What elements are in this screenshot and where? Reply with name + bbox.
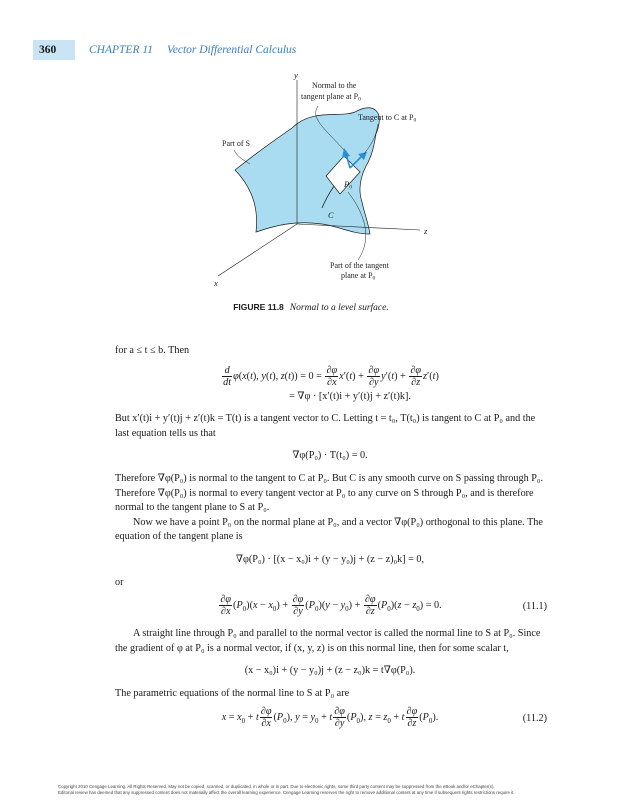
footer-line2: Editorial review has deemed that any suppressed content does not materially affect the overall learning experience. Cengage Learning reserves the right to remove additional content at any time if subsequent rights restrictions require it. <box>58 790 515 795</box>
label-normal-line2: tangent plane at P0 <box>301 92 361 103</box>
running-head <box>89 40 296 60</box>
equation-normal-line-vector: (x − x₀)i + (y − y₀)j + (z − z₀)k = t∇φ(P₀). <box>244 665 416 677</box>
label-c: C <box>328 210 334 220</box>
figure-svg <box>190 66 460 298</box>
equation-chain-rule: $\frac{d}{dt}$ φ(x(t), y(t), z(t)) = 0 = $\frac{\partial\varphi}{\partial x}$ x′(t) + $\frac{\partial\varphi}{\partial y}$ y′(t) + $\frac{\partial\varphi}{\partial z}$ z′(t) <box>223 364 439 388</box>
equation-gradient-dot-tangent: ∇φ(P₀) · T(t₀) = 0. <box>292 450 368 462</box>
caption-label: FIGURE 11.8 <box>233 302 284 312</box>
label-tangent: Tangent to C at P0 <box>358 113 417 124</box>
figure-caption <box>0 302 622 313</box>
equation-tangent-plane-vector: ∇φ(P₀) · [(x − x₀)i + (y − y₀)j + (z − z)₀k] = 0, <box>235 553 425 565</box>
chapter-label: CHAPTER 11 <box>89 44 153 56</box>
chapter-title: Vector Differential Calculus <box>167 44 297 56</box>
or-word: or <box>115 576 124 588</box>
equation-11-1: $\frac{\partial\varphi}{\partial x}$ $(P_0)(x - x_0)$ + $\frac{\partial\varphi}{\partial y}$ $(P_0)(y - y_0)$ + $\frac{\partial\varphi}{\partial z}$ $(P_0)(z - z_0) = 0$. (11.1) <box>220 594 547 618</box>
paragraph-parametric: The parametric equations of the normal line to S at P₀ are <box>115 687 350 699</box>
label-part-s: Part of S <box>222 139 250 148</box>
paragraph-now: Now we have a point P₀ on the normal plane at P₀, and a vector ∇φ(P₀) orthogonal to this plane. The equation of the tangent plane is <box>115 516 543 543</box>
paragraph-therefore: Therefore ∇φ(P₀) is normal to the tangent to C at P₀. But C is any smooth curve on S passing through P₀. Therefore ∇φ(P₀) is normal to every tangent vector at P₀ to any curve on S through P₀, and is therefore normal to the tangent plane to S at P₀. <box>115 472 543 514</box>
equation-number-11-2: (11.2) <box>522 712 547 724</box>
label-p0: P0 <box>344 179 352 191</box>
label-plane-line1: Part of the tangent <box>330 261 389 270</box>
body-text <box>115 344 545 729</box>
copyright-footer <box>58 784 578 796</box>
page-header <box>33 40 593 60</box>
paragraph-straight-line: A straight line through P₀ and parallel to the normal vector is called the normal line to S at P₀. Since the gradient of φ at P₀ is a normal vector, if (x, y, z) is on this normal line, then for some scalar t, <box>115 628 541 654</box>
page-number: 360 <box>33 40 75 60</box>
equation-number-11-1: (11.1) <box>522 601 547 613</box>
caption-text: Normal to a level surface. <box>289 303 389 313</box>
label-normal-line1: Normal to the <box>312 81 357 90</box>
axis-z-label: z <box>424 226 428 236</box>
paragraph-but: But x′(t)i + y′(t)j + z′(t)k = T(t) is a tangent vector to C. Letting t = t₀, T(t₀) is tangent to C at P₀ and the last equation tells us that <box>115 413 536 439</box>
figure-normal-to-level-surface <box>190 66 460 298</box>
equation-chain-rule-rhs: = ∇φ · [x′(t)i + y′(t)j + z′(t)k]. <box>289 390 411 402</box>
equation-11-2: $x = x_0 + t$ $\frac{\partial\varphi}{\partial x}$ $(P_0)$, $y = y_0 + t$ $\frac{\partial\varphi}{\partial y}$ $(P_0)$, $z = z_0 + t$ $\frac{\partial\varphi}{\partial z}$ $(P_0)$. (11.2) <box>221 705 547 729</box>
label-plane-line2: plane at P0 <box>341 271 376 282</box>
for-line: for a ≤ t ≤ b. Then <box>115 345 190 356</box>
axis-y-label: y <box>294 70 298 80</box>
footer-line1: Copyright 2010 Cengage Learning. All Rights Reserved. May not be copied, scanned, or duplicated, in whole or in part. Due to electronic rights, some third party content may be suppressed from the eBook and/or eChapter(s). <box>58 784 495 789</box>
axis-x-label: x <box>214 278 218 288</box>
